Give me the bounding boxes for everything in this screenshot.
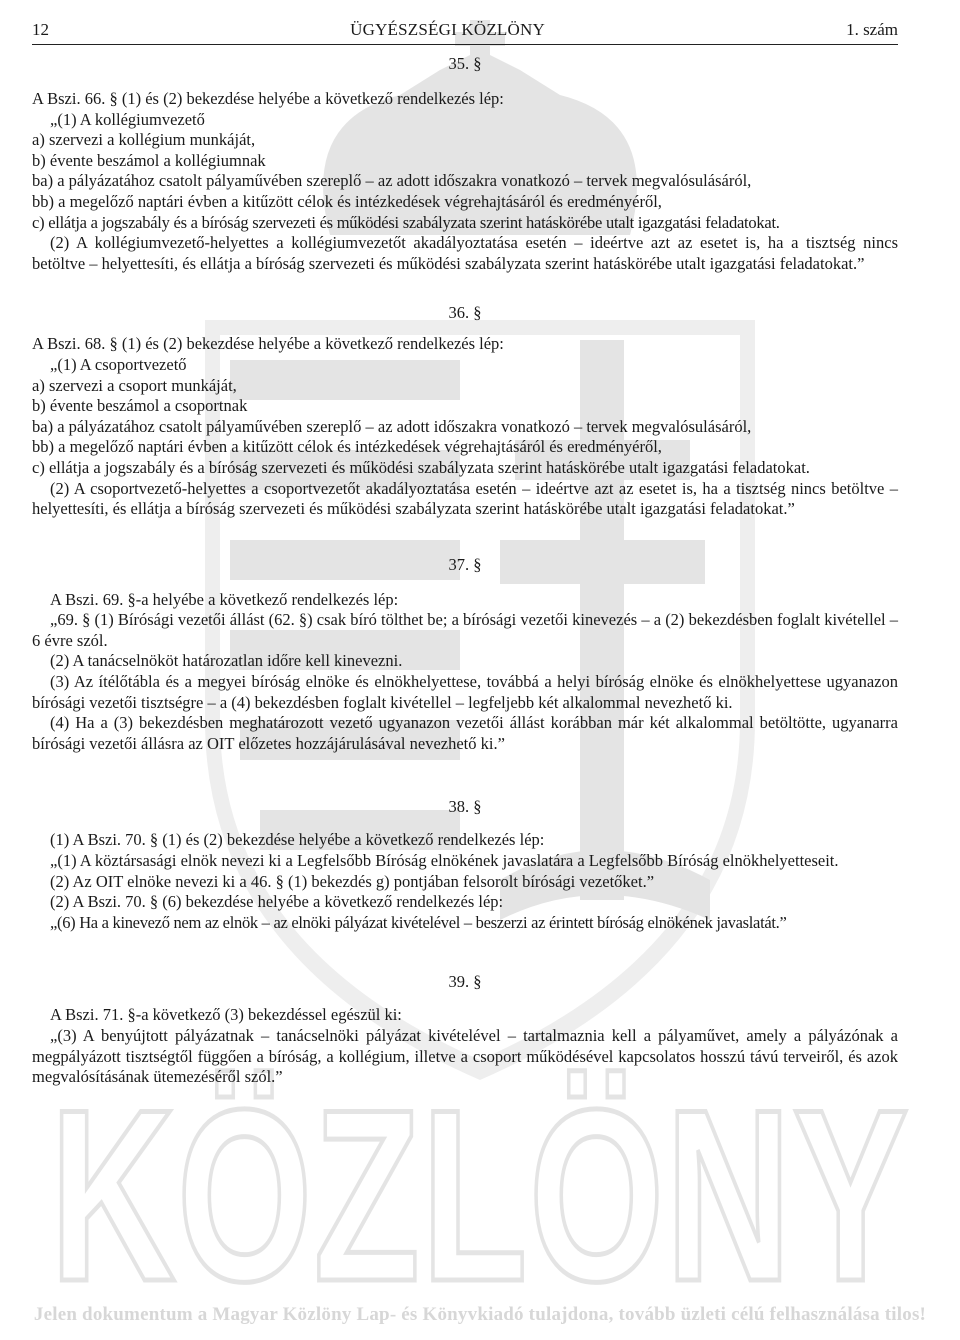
section-title: 38. § — [448, 797, 482, 817]
running-header — [32, 14, 898, 45]
paragraph: A Bszi. 69. §-a helyébe a következő rendelkezés lép: — [50, 589, 399, 609]
paragraph: bb) a megelőző naptári évben a kitűzött célok és intézkedések végrehajtásáról és eredményéről, — [32, 191, 662, 211]
paragraph: „(1) A kollégiumvezető — [50, 109, 205, 129]
paragraph: a) szervezi a csoport munkáját, — [32, 375, 237, 395]
paragraph: (2) A csoportvezető-helyettes a csoportvezetőt akadályoztatása esetén – ideértve azt az esetet is, ha a tisztség nincs betöltve – helyettesíti, és ellátja a bíróság szervezeti és működési szabályzata szerint hatáskörébe utalt igazgatási feladatokat.” — [32, 478, 898, 519]
paragraph: „69. § (1) Bírósági vezetői állást (62. §) csak bíró tölthet be; a bírósági vezetői kinevezés – a (2) bekezdésben foglalt kivétellel – 6 évre szól. — [32, 610, 898, 650]
paragraph: (2) A Bszi. 70. § (6) bekezdése helyébe a következő rendelkezés lép: — [50, 892, 504, 912]
paragraph: „(1) A köztársasági elnök nevezi ki a Legfelsőbb Bíróság elnökének javaslatára a Legfelsőbb Bíróság elnökhelyetteseit. — [50, 851, 839, 871]
paragraph: A Bszi. 66. § (1) és (2) bekezdése helyébe a következő rendelkezés lép: — [32, 89, 504, 108]
paragraph: (4) Ha a (3) bekezdésben meghatározott vezető ugyanazon vezetői állást korábban már két alkalommal betöltötte, ugyanarra bírósági vezetői állásra az OIT előzetes hozzájárulásával nevezhető ki.” — [32, 713, 898, 753]
paragraph: (1) A Bszi. 70. § (1) és (2) bekezdése helyébe a következő rendelkezés lép: — [50, 830, 545, 850]
watermark-text: KÖZLÖNY — [50, 1058, 910, 1332]
paragraph: ba) a pályázatához csatolt pályaművében szereplő – az adott időszakra vonatkozó – tervek megvalósulásáról, — [32, 416, 752, 436]
paragraph: c) ellátja a jogszabály és a bíróság szervezeti és működési szabályzata szerint hatáskörébe utalt igazgatási feladatokat. — [32, 457, 810, 477]
paragraph: (2) A kollégiumvezető-helyettes a kollégiumvezetőt akadályoztatása esetén – ideértve azt az esetet is, ha a tisztség nincs betöltve – helyettesíti, és ellátja a bíróság szervezeti és működési szabályzata szerint hatáskörébe utalt igazgatási feladatokat.” — [32, 233, 898, 273]
paragraph: (3) Az ítélőtábla és a megyei bíróság elnöke és elnökhelyettese, továbbá a helyi bíróság elnöke és elnökhelyettese ugyanazon bírósági vezetői tisztségre – a (4) bekezdésben foglalt kivétellel – legfeljebb két alkalommal nevezhető ki. — [32, 672, 898, 712]
section-title: 37. § — [448, 554, 482, 574]
paragraph: b) évente beszámol a csoportnak — [32, 396, 248, 416]
paragraph: b) évente beszámol a kollégiumnak — [32, 150, 266, 170]
paragraph: A Bszi. 71. §-a következő (3) bekezdéssel egészül ki: — [50, 1005, 402, 1025]
paragraph: „(3) A benyújtott pályázatnak – tanácselnöki pályázat kivételével – tartalmaznia kell a pályaművet, amely a pályázónak a megpályázott tisztségtől függően a bíróság, a kollégium, illetve a csoport működésével kapcsolatos hosszú távú terveiről, és azok megvalósításának ütemezéséről szól.” — [32, 1026, 898, 1087]
section-38 — [32, 796, 898, 933]
paragraph: c) ellátja a jogszabály és a bíróság szervezeti és működési szabályzata szerint hatáskörébe utalt igazgatási feladatokat. — [32, 212, 780, 232]
section-39 — [32, 971, 898, 1087]
section-35 — [32, 53, 898, 274]
paragraph: „(6) Ha a kinevező nem az elnök – az elnöki pályázat kivételével – beszerzi az érintett bíróság elnökének javaslatát.” — [50, 912, 787, 932]
section-37 — [32, 554, 898, 755]
paragraph: ba) a pályázatához csatolt pályaművében szereplő – az adott időszakra vonatkozó – tervek megvalósulásáról, — [32, 171, 752, 191]
copyright-watermark-note: Jelen dokumentum a Magyar Közlöny Lap- és Könyvkiadó tulajdona, tovább üzleti célú felhasználása tilos! — [33, 1304, 927, 1325]
issue-number: 1. szám — [846, 20, 898, 39]
paragraph: a) szervezi a kollégium munkáját, — [32, 130, 256, 150]
page — [32, 14, 898, 1088]
paragraph: (2) A tanácselnököt határozatlan időre kell kinevezni. — [50, 651, 403, 671]
section-title: 39. § — [448, 972, 482, 992]
page-number: 12 — [32, 20, 49, 39]
publication-title: ÜGYÉSZSÉGI KÖZLÖNY — [350, 20, 545, 39]
section-title: 35. § — [448, 54, 482, 73]
paragraph: A Bszi. 68. § (1) és (2) bekezdése helyébe a következő rendelkezés lép: — [32, 334, 504, 354]
section-title: 36. § — [448, 303, 482, 323]
paragraph: (2) Az OIT elnöke nevezi ki a 46. § (1) bekezdés g) pontjában felsorolt bírósági vezetőket.” — [50, 871, 655, 891]
paragraph: bb) a megelőző naptári évben a kitűzött célok és intézkedések végrehajtásáról és eredményéről, — [32, 437, 662, 457]
paragraph: „(1) A csoportvezető — [50, 354, 187, 374]
section-36 — [32, 302, 898, 519]
